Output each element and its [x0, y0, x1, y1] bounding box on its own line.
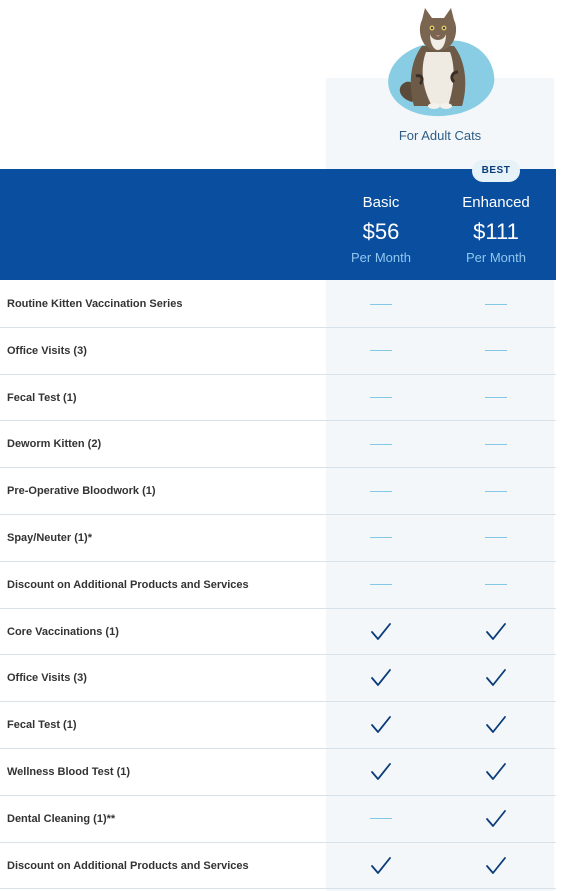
table-row [0, 328, 556, 375]
table-row [0, 515, 556, 562]
feature-label: Routine Kitten Vaccination Series [7, 298, 183, 310]
dash-icon [326, 375, 436, 421]
dash-icon [441, 328, 551, 374]
table-row [0, 655, 556, 702]
feature-label: Office Visits (3) [7, 344, 87, 357]
feature-label: Deworm Kitten (2) [7, 438, 102, 451]
plan-price: $56 [362, 219, 400, 244]
table-row [0, 609, 556, 656]
table-row [0, 843, 556, 890]
feature-label: Dental Cleaning (1)** [7, 812, 116, 825]
check-icon [441, 702, 551, 748]
plan-price: $111 [473, 219, 519, 244]
dash-icon [441, 375, 551, 421]
dash-icon [441, 281, 551, 327]
dash-icon [326, 515, 436, 561]
dash-icon [441, 421, 551, 467]
dash-icon [326, 421, 436, 467]
dash-icon [326, 468, 436, 514]
table-row [0, 375, 556, 422]
check-icon [326, 655, 436, 701]
check-icon [441, 655, 551, 701]
plan-period: Per Month [351, 250, 411, 265]
table-row [0, 749, 556, 796]
plan-name: Basic [362, 194, 400, 211]
check-icon [326, 702, 436, 748]
dash-icon [326, 562, 436, 608]
feature-label: Fecal Test (1) [7, 391, 77, 404]
dash-icon [326, 328, 436, 374]
check-icon [441, 749, 551, 795]
dash-icon [326, 796, 436, 842]
plan-name: Enhanced [462, 194, 530, 211]
feature-label: Core Vaccinations (1) [7, 625, 119, 638]
plan-basic [326, 193, 436, 267]
table-row [0, 796, 556, 843]
check-icon [441, 796, 551, 842]
plan-period: Per Month [466, 250, 526, 265]
feature-label: Office Visits (3) [7, 672, 87, 685]
best-badge: BEST [472, 160, 520, 182]
table-row [0, 468, 556, 515]
check-icon [326, 843, 436, 889]
dash-icon [441, 468, 551, 514]
table-row [0, 562, 556, 609]
dash-icon [441, 562, 551, 608]
cat-image [392, 6, 482, 110]
check-icon [441, 609, 551, 655]
feature-label: Discount on Additional Products and Services [7, 859, 249, 872]
feature-label: Discount on Additional Products and Services [7, 578, 249, 591]
feature-label: Pre-Operative Bloodwork (1) [7, 485, 156, 498]
plan-enhanced [441, 193, 551, 267]
feature-label: Fecal Test (1) [7, 719, 77, 732]
feature-table [0, 281, 556, 889]
table-row [0, 702, 556, 749]
dash-icon [326, 281, 436, 327]
table-row [0, 281, 556, 328]
feature-label: Spay/Neuter (1)* [7, 531, 92, 544]
check-icon [326, 749, 436, 795]
for-adult-cats-label: For Adult Cats [398, 128, 482, 143]
feature-label: Wellness Blood Test (1) [7, 765, 131, 778]
dash-icon [441, 515, 551, 561]
table-row [0, 421, 556, 468]
check-icon [326, 609, 436, 655]
check-icon [441, 843, 551, 889]
